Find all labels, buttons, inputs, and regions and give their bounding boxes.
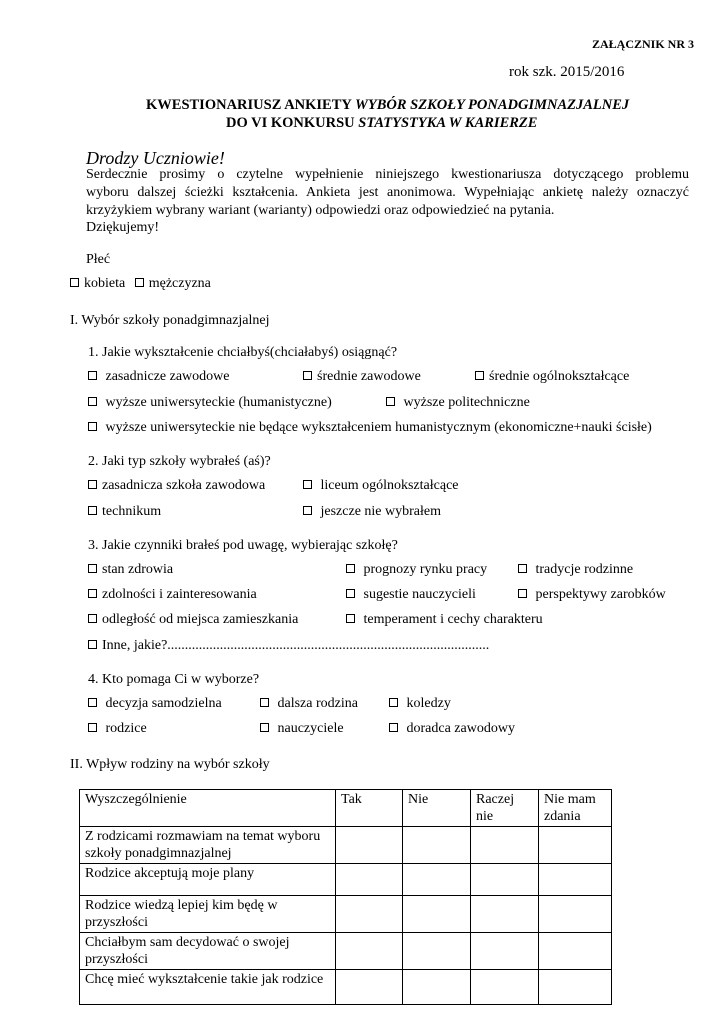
title-line-2-plain: DO VI KONKURSU <box>226 115 359 131</box>
checkbox-icon[interactable] <box>389 723 398 732</box>
answer-cell-tak[interactable] <box>336 970 403 1005</box>
table-row-label: Chciałbym sam decydować o swojej przyszłości <box>80 933 336 970</box>
table-header-row <box>80 790 612 827</box>
table-row <box>80 864 612 896</box>
answer-cell-nie-mam-zdania[interactable] <box>539 970 612 1005</box>
answer-cell-nie[interactable] <box>403 864 471 896</box>
q1-option-1[interactable]: zasadnicze zawodowe <box>88 369 229 385</box>
table-row-label: Z rodzicami rozmawiam na temat wyboru szkoły ponadgimnazjalnej <box>80 827 336 864</box>
q3-option-8[interactable]: temperament i cechy charakteru <box>346 612 543 628</box>
greeting: Drodzy Uczniowie! <box>86 148 225 168</box>
intro-line-4: Dziękujemy! <box>86 220 160 235</box>
table-header-cell: Nie <box>403 790 471 827</box>
gender-option-kobieta[interactable]: kobieta <box>70 276 125 291</box>
q3-option-2[interactable]: prognozy rynku pracy <box>346 562 487 578</box>
q4-option-6[interactable]: doradca zawodowy <box>389 721 515 737</box>
title-line-1-plain: KWESTIONARIUSZ ANKIETY <box>146 97 355 113</box>
checkbox-icon[interactable] <box>88 480 97 489</box>
checkbox-icon[interactable] <box>389 698 398 707</box>
title-line-2-italic: STATYSTYKA W KARIERZE <box>358 115 538 131</box>
family-influence-table <box>79 789 612 1005</box>
table-row <box>80 970 612 1005</box>
title-line-2 <box>226 115 537 132</box>
answer-cell-tak[interactable] <box>336 896 403 933</box>
checkbox-icon[interactable] <box>88 640 97 649</box>
checkbox-icon[interactable] <box>303 480 312 489</box>
table-row-label: Chcę mieć wykształcenie takie jak rodzice <box>80 970 336 1005</box>
answer-cell-nie-mam-zdania[interactable] <box>539 896 612 933</box>
checkbox-icon[interactable] <box>135 278 144 287</box>
checkbox-icon[interactable] <box>346 564 355 573</box>
checkbox-icon[interactable] <box>88 698 97 707</box>
q3-option-7[interactable]: odległość od miejsca zamieszkania <box>88 612 298 628</box>
intro-line-3: krzyżykiem wybrany wariant (warianty) odpowiedzi oraz odpowiedzieć na pytania. <box>86 203 555 218</box>
intro-line-2: wyboru dalszej ścieżki kształcenia. Ankieta jest anonimowa. Wypełniając ankietę należy oznaczyć <box>86 185 689 200</box>
table-row-label: Rodzice wiedzą lepiej kim będę w przyszłości <box>80 896 336 933</box>
checkbox-icon[interactable] <box>88 422 97 431</box>
table-header-cell: Tak <box>336 790 403 827</box>
answer-cell-nie[interactable] <box>403 827 471 864</box>
checkbox-icon[interactable] <box>303 371 312 380</box>
answer-cell-tak[interactable] <box>336 827 403 864</box>
q2-option-4[interactable]: jeszcze nie wybrałem <box>303 504 441 520</box>
q3-question: 3. Jakie czynniki brałeś pod uwagę, wybierając szkołę? <box>88 538 398 553</box>
answer-cell-raczej-nie[interactable] <box>471 827 539 864</box>
q1-option-2[interactable]: średnie zawodowe <box>303 369 421 385</box>
table-row <box>80 933 612 970</box>
table-header-cell: Wyszczególnienie <box>80 790 336 827</box>
checkbox-icon[interactable] <box>303 506 312 515</box>
answer-cell-raczej-nie[interactable] <box>471 970 539 1005</box>
q1-option-4[interactable]: wyższe uniwersyteckie (humanistyczne) <box>88 395 332 411</box>
q3-option-other[interactable]: Inne, jakie?............................................................................................ <box>88 638 489 654</box>
checkbox-icon[interactable] <box>386 397 395 406</box>
q2-question: 2. Jaki typ szkoły wybrałeś (aś)? <box>88 454 271 469</box>
gender-options <box>70 276 211 292</box>
checkbox-icon[interactable] <box>88 397 97 406</box>
gender-label: Płeć <box>86 252 111 267</box>
checkbox-icon[interactable] <box>70 278 79 287</box>
checkbox-icon[interactable] <box>260 723 269 732</box>
section-1-title: I. Wybór szkoły ponadgimnazjalnej <box>70 313 270 328</box>
answer-cell-nie[interactable] <box>403 933 471 970</box>
q3-option-6[interactable]: perspektywy zarobków <box>518 587 666 603</box>
intro-line-1: Serdecznie prosimy o czytelne wypełnienie niniejszego kwestionariusza dotyczącego problemu <box>86 167 689 182</box>
checkbox-icon[interactable] <box>88 723 97 732</box>
q2-option-2[interactable]: liceum ogólnokształcące <box>303 478 459 494</box>
section-2-title: II. Wpływ rodziny na wybór szkoły <box>70 757 270 772</box>
q4-question: 4. Kto pomaga Ci w wyborze? <box>88 672 260 687</box>
checkbox-icon[interactable] <box>346 589 355 598</box>
title-line-1-italic: WYBÓR SZKOŁY PONADGIMNAZJALNEJ <box>354 97 630 113</box>
q3-option-4[interactable]: zdolności i zainteresowania <box>88 587 257 603</box>
q2-option-3[interactable]: technikum <box>88 504 161 520</box>
answer-cell-nie-mam-zdania[interactable] <box>539 827 612 864</box>
q1-option-3[interactable]: średnie ogólnokształcące <box>475 369 629 385</box>
table-header-cell: Raczej nie <box>471 790 539 827</box>
q1-option-5[interactable]: wyższe politechniczne <box>386 395 530 411</box>
q4-option-1[interactable]: decyzja samodzielna <box>88 696 222 712</box>
annex-label: ZAŁĄCZNIK NR 3 <box>592 37 695 51</box>
answer-cell-tak[interactable] <box>336 864 403 896</box>
table-row <box>80 827 612 864</box>
answer-cell-raczej-nie[interactable] <box>471 896 539 933</box>
q3-option-5[interactable]: sugestie nauczycieli <box>346 587 476 603</box>
q4-option-2[interactable]: dalsza rodzina <box>260 696 358 712</box>
title-line-1 <box>146 97 629 114</box>
q1-question: 1. Jakie wykształcenie chciałbyś(chciałabyś) osiągnąć? <box>88 345 398 360</box>
q4-option-3[interactable]: koledzy <box>389 696 451 712</box>
answer-cell-nie-mam-zdania[interactable] <box>539 864 612 896</box>
checkbox-icon[interactable] <box>346 614 355 623</box>
q3-option-1[interactable]: stan zdrowia <box>88 562 173 578</box>
checkbox-icon[interactable] <box>88 564 97 573</box>
checkbox-icon[interactable] <box>260 698 269 707</box>
checkbox-icon[interactable] <box>88 589 97 598</box>
school-year: rok szk. 2015/2016 <box>509 64 625 80</box>
answer-cell-nie[interactable] <box>403 896 471 933</box>
table-header-cell: Nie mam zdania <box>539 790 612 827</box>
answer-cell-raczej-nie[interactable] <box>471 933 539 970</box>
answer-cell-nie-mam-zdania[interactable] <box>539 933 612 970</box>
gender-option-mezczyzna[interactable]: mężczyzna <box>135 276 211 291</box>
q4-option-5[interactable]: nauczyciele <box>260 721 344 737</box>
answer-cell-raczej-nie[interactable] <box>471 864 539 896</box>
checkbox-icon[interactable] <box>518 564 527 573</box>
checkbox-icon[interactable] <box>518 589 527 598</box>
table-row <box>80 896 612 933</box>
q3-option-3[interactable]: tradycje rodzinne <box>518 562 633 578</box>
checkbox-icon[interactable] <box>475 371 484 380</box>
q1-option-6[interactable]: wyższe uniwersyteckie nie będące wykształceniem humanistycznym (ekonomiczne+nauki ścisłe) <box>88 420 652 436</box>
answer-cell-tak[interactable] <box>336 933 403 970</box>
checkbox-icon[interactable] <box>88 614 97 623</box>
q4-option-4[interactable]: rodzice <box>88 721 147 737</box>
checkbox-icon[interactable] <box>88 371 97 380</box>
table-row-label: Rodzice akceptują moje plany <box>80 864 336 896</box>
checkbox-icon[interactable] <box>88 506 97 515</box>
answer-cell-nie[interactable] <box>403 970 471 1005</box>
q2-option-1[interactable]: zasadnicza szkoła zawodowa <box>88 478 265 494</box>
